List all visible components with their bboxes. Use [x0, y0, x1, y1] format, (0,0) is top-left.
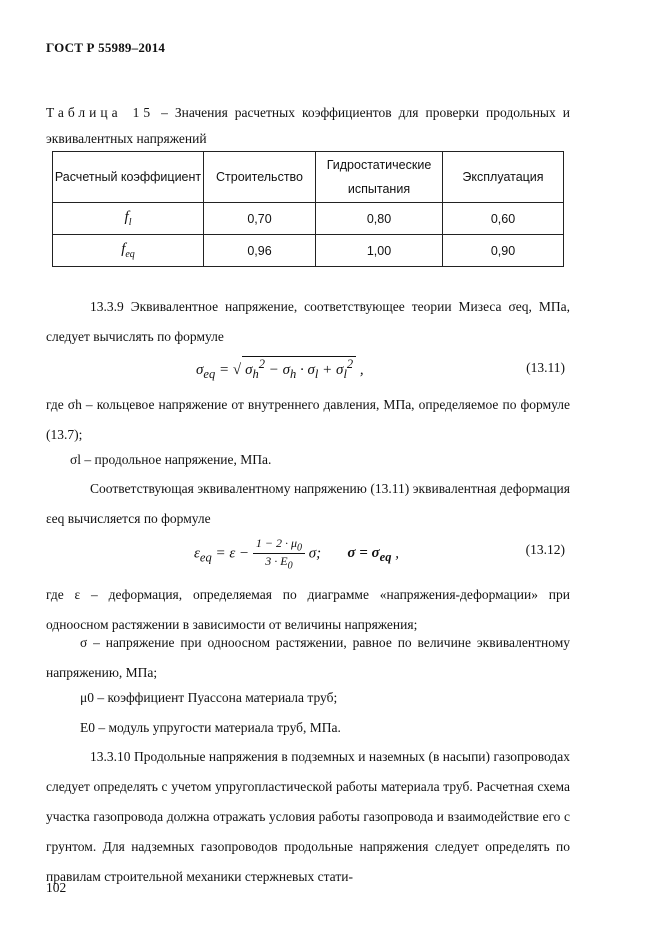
table-cell: 0,60	[443, 203, 564, 235]
table-caption	[46, 100, 570, 152]
table-header-cell: Строительство	[204, 152, 316, 203]
table-cell: 1,00	[316, 235, 443, 267]
coefficients-table	[52, 151, 564, 267]
table-header-row	[53, 152, 564, 203]
table-cell: 0,90	[443, 235, 564, 267]
table-caption-text: – Значения расчетных коэффициентов для проверки продольных и эквивалентных напряжений	[46, 105, 570, 146]
where-mu: μ0 – коэффициент Пуассона материала труб;	[80, 690, 338, 705]
table-symbol-cell: $f_{eq}$	[53, 235, 204, 267]
table-cell: 0,70	[204, 203, 316, 235]
document-header: ГОСТ Р 55989–2014	[46, 40, 166, 55]
paragraph-13-3-10: 13.3.10 Продольные напряжения в подземных и наземных (в насыпи) газопроводах следует определять с учетом упругопластической работы материала труб. Расчетная схема участка газопровода должна отражать условия работы газопровода и взаимодействие его с грунтом. Для надземных газопроводов продольные напряжения следует определять по правилам строительной механики стержневых стати-	[46, 749, 570, 884]
table-cell: 0,96	[204, 235, 316, 267]
formula-13-12	[0, 532, 661, 572]
where-sigma-h: где σh – кольцевое напряжение от внутреннего давления, МПа, определяемое по формуле (13.7);	[46, 397, 570, 442]
formula-13-11-number: (13.11)	[526, 360, 565, 375]
table-cell: 0,80	[316, 203, 443, 235]
table-row	[53, 203, 564, 235]
formula-13-12-number: (13.12)	[525, 542, 565, 557]
formula-13-12-expression: $\varepsilon_{eq} = \varepsilon$ − $\frac{1 - 2 \cdot \mu_0}{3 \cdot E_0}$ σ; $\sigma = \sigma_{eq}$ ,	[194, 536, 399, 572]
paragraph-13-3-9: 13.3.9 Эквивалентное напряжение, соответствующее теории Мизеса σeq, МПа, следует вычислять по формуле	[46, 299, 570, 344]
table-symbol-cell: $f_l$	[53, 203, 204, 235]
formula-13-11-expression: $\sigma_{eq}$ = √ $\sigma_h^2 - \sigma_h \cdot \sigma_l + \sigma_l^2$ ,	[196, 357, 364, 381]
page-number: 102	[46, 880, 67, 895]
formula-13-11	[0, 352, 661, 392]
table-caption-lead: Таблица 15	[46, 105, 155, 120]
where-e0: E0 – модуль упругости материала труб, МПа.	[80, 720, 341, 735]
table-header-cell: Гидростатические испытания	[316, 152, 443, 203]
table-header-cell: Эксплуатация	[443, 152, 564, 203]
paragraph-deformation: Соответствующая эквивалентному напряжению (13.11) эквивалентная деформация εeq вычисляется по формуле	[46, 481, 570, 526]
table-header-cell: Расчетный коэффициент	[53, 152, 204, 203]
where-sigma: σ – напряжение при одноосном растяжении, равное по величине эквивалентному напряжению, МПа;	[46, 635, 570, 680]
where-epsilon: где ε – деформация, определяемая по диаграмме «напряжения-деформации» при одноосном растяжении в зависимости от величины напряжения;	[46, 587, 570, 632]
where-sigma-l: σl – продольное напряжение, МПа.	[70, 452, 272, 467]
table-row	[53, 235, 564, 267]
